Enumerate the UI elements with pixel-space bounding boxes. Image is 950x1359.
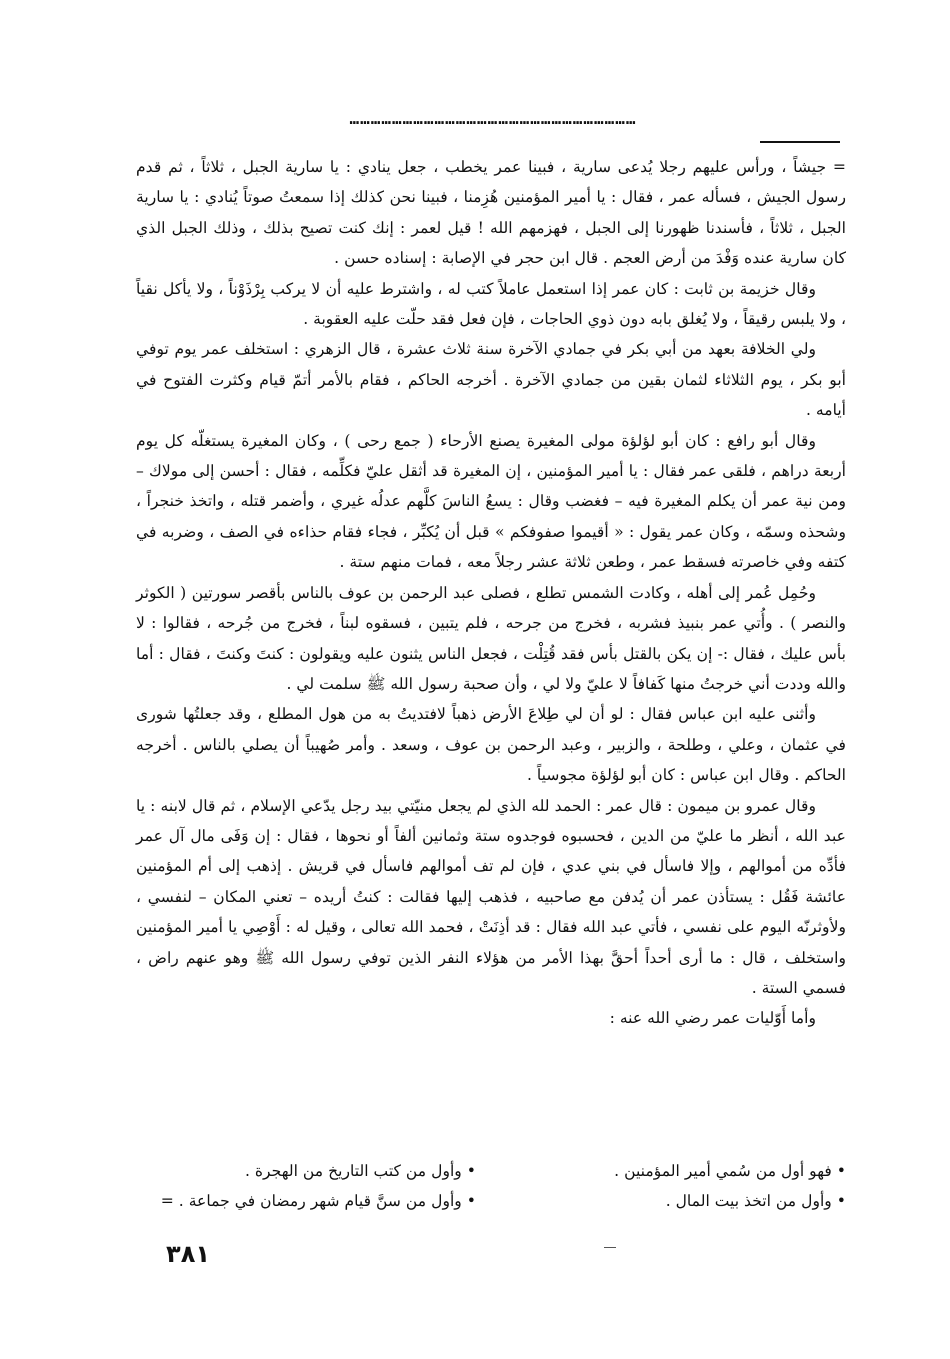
paragraph-abu-rafi: وقال أبو رافع : كان أبو لؤلؤة مولى المغيرة يصنع الأرحاء ( جمع رحى ) ، وكان المغيرة يستغلّه كل يوم أربعة دراهم ، فلقى عمر فقال : يا أمير المؤمنين ، إن المغيرة قد أثقل عليّ فكلِّمه ، فقال : أحسن إلى مولاك – ومن نية عمر أن يكلم المغيرة فيه – فغضب وقال : يسعُ الناسَ كلَّهم عدلُه غيري ، وأضمر قتله ، واتخذ خنجراً ، وشحذه وسمّه ، وكان عمر يقول : « أقيموا صفوفكم » قبل أن يُكبِّر ، فجاء فقام حذاءه في الصف ، وضربه في كتفه وفي خاصرته فسقط عمر ، وطعن ثلاثة عشر رجلاً معه ، فمات منهم ستة . [136, 431, 846, 572]
list-item: • فهو أول من سُمي أمير المؤمنين . [614, 1162, 846, 1180]
firsts-list [136, 1156, 846, 1220]
scan-mark [604, 1247, 616, 1248]
paragraph-carried-home: وحُمِل عُمر إلى أهله ، وكادت الشمس تطلع ، فصلى عبد الرحمن بن عوف بالناس بأقصر سورتين ( الكوثر والنصر ) . وأُتي عمر بنبيذ فشربه ، فخرج من جرحه ، فلم يتبين ، فسقوه لبناً ، فخرج من جُرحه ، فقالوا : لا بأس عليك ، فقال :- إن يكن بالقتل بأس فقد قُتِلْت ، فجعل الناس يثنون عليه ويقولون : كنتَ وكنتَ ، فقال : أما والله وددت أني خرجتُ منها كَفافاً لا عليّ ولا لي ، وأن صحبة رسول الله ﷺ سلمت لي . [136, 583, 846, 693]
paragraph-firsts-intro: وأما أَوّليات عمر رضي الله عنه : [609, 1009, 816, 1028]
paragraph-amr-ibn-maymun: وقال عمرو بن ميمون : قال عمر : الحمد لله الذي لم يجعل منيّتي بيد رجل يدّعي الإسلام ، ثم قال لابنه : يا عبد الله ، أنظر ما عليّ من الدين ، فحسبوه فوجدوه ستة وثمانين ألفاً أو نحوها ، فقال : إن وَفَى مال آل عمر فأدِّه من أموالهم ، وإلا فاسأل في بني عدي ، فإن لم تف أموالهم فاسأل في قريش . إذهب إلى أم المؤمنين عائشة فَقُل : يستأذن عمر أن يُدفن مع صاحبيه ، فذهب إليها فقالت : كنتُ أريده – تعني المكان – لنفسي ، ولأوثرنّه اليوم على نفسي ، فأتي عبد الله فقال : قد أذِنَتْ ، فحمد الله تعالى ، وقيل له : أَوْصِي يا أمير المؤمنين واستخلف ، قال : ما أرى أحداً أحقَّ بهذا الأمر من هؤلاء النفر الذين توفي رسول الله ﷺ وهو عنهم راض ، فسمي الستة . [136, 796, 846, 997]
page-number: ٣٨١ [166, 1240, 210, 1268]
paragraph-caliphate: ولي الخلافة بعهد من أبي بكر في جمادي الآخرة سنة ثلاث عشرة ، قال الزهري : استخلف عمر يوم توفي أبو بكر ، يوم الثلاثاء لثمان بقين من جمادي الآخرة . أخرجه الحاكم ، فقام بالأمر أتمّ قيام وكثرت الفتوح في أيامه . [136, 340, 846, 420]
firsts-column-left [136, 1156, 476, 1217]
header-dotted-rule: ……………………………………………………………………… [349, 112, 637, 126]
footnote-text-block [136, 152, 846, 1034]
list-item: • وأول من كتب التاريخ من الهجرة . [244, 1162, 476, 1180]
list-item: • وأول من سنَّ قيام شهر رمضان في جماعة . = [160, 1192, 476, 1211]
paragraph-sariya: = جيشاً ، ورأس عليهم رجلا يُدعى سارية ، فبينا عمر يخطب ، جعل ينادي : يا سارية الجبل ، ثلاثاً ، ثم قدم رسول الجيش ، فسأله عمر ، فقال : يا أمير المؤمنين هُزِمنا ، فبينا نحن كذلك إذا سمعتُ صوتاً يُنادي : يا سارية الجبل ، ثلاثاً ، فأسندنا ظهورنا إلى الجبل ، فهزمهم الله ! قيل لعمر : إنك كنت تصيح بذلك ، وذلك الجبل الذي كان سارية عنده وَفْدَ من أرض العجم . قال ابن حجر في الإصابة : إسناده حسن . [136, 158, 846, 268]
footnote-separator-line [760, 141, 840, 143]
list-item: • وأول من اتخذ بيت المال . [665, 1192, 846, 1211]
paragraph-ibn-abbas: وأثنى عليه ابن عباس فقال : لو أن لي طِلاعَ الأرض ذهباً لافتديتُ به من هول المطلع ، وقد جعلتُها شورى في عثمان ، وعلي ، وطلحة ، والزبير ، وعبد الرحمن بن عوف ، وسعد . وأمر صُهيباً أن يصلي بالناس . أخرجه الحاكم . وقال ابن عباس : كان أبو لؤلؤة مجوسياً . [136, 705, 846, 785]
firsts-column-right [506, 1156, 846, 1217]
paragraph-khuzayma: وقال خزيمة بن ثابت : كان عمر إذا استعمل عاملاً كتب له ، واشترط عليه أن لا يركب بِرْذَوْناً ، ولا يأكل نقياً ، ولا يلبس رقيقاً ، ولا يُغلق بابه دون ذوي الحاجات ، فإن فعل فقد حلّت عليه العقوبة . [136, 279, 846, 329]
